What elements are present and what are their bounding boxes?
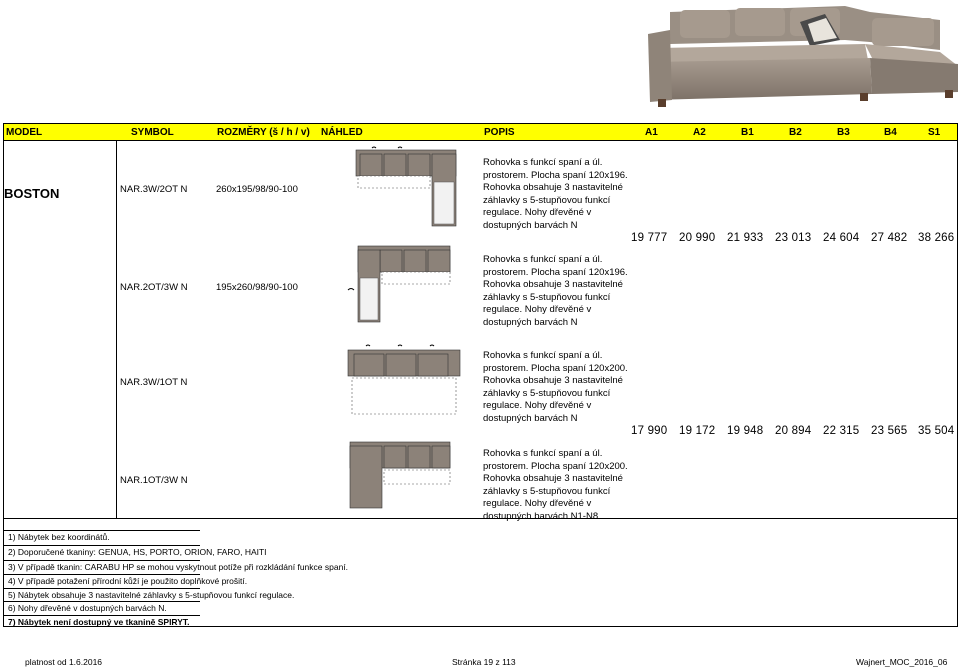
sofa-diagram-1 [352,146,462,228]
series-name: BOSTON [4,186,60,201]
col-description: POPIS [484,127,515,138]
col-s1: S1 [928,127,941,138]
footer-doc-id: Wajnert_MOC_2016_06 [856,657,948,667]
price-a2: 19 172 [679,425,716,437]
col-model: MODEL [6,127,43,138]
price-b2: 20 894 [775,425,812,437]
footer-validity: platnost od 1.6.2016 [25,657,103,667]
price-b1: 19 948 [727,425,764,437]
price-b4: 23 565 [871,425,908,437]
price-b3: 24 604 [823,232,860,244]
col-symbol: SYMBOL [131,127,174,138]
price-b4: 27 482 [871,232,908,244]
price-a1: 17 990 [631,425,668,437]
price-b3: 22 315 [823,425,860,437]
note-3: 3) V případě tkanin: CARABU HP se mohou vyskytnout potíže při rozkládání funkce spaní. [8,562,349,572]
product-table [3,141,958,519]
table-header [3,123,958,141]
col-a1: A1 [645,127,658,138]
price-b1: 21 933 [727,232,764,244]
row-2-description: Rohovka s funkcí spaní a úl. prostorem. Plocha spaní 120x196. Rohovka obsahuje 3 nastavitelné záhlavky s 5-stupňovou funkcí regulace. Nohy dřevěné v dostupných barvách N [483,254,628,328]
note-7: 7) Nábytek není dostupný ve tkanině SPIRYT. [8,617,190,627]
sofa-diagram-2 [346,242,456,326]
note-1: 1) Nábytek bez koordinátů. [8,532,110,542]
row-2-symbol: NAR.2OT/3W N [120,282,188,293]
row-2-dims: 195x260/98/90-100 [216,282,298,293]
col-preview: NÁHLED [321,127,363,138]
footer-page: Stránka 19 z 113 [452,657,516,667]
row-3-symbol: NAR.3W/1OT N [120,377,188,388]
row-1-description: Rohovka s funkcí spaní a úl. prostorem. Plocha spaní 120x196. Rohovka obsahuje 3 nastavitelné záhlavky s 5-stupňovou funkcí regulace. Nohy dřevěné v dostupných barvách N [483,157,628,231]
note-6: 6) Nohy dřevěné v dostupných barvách N. [8,603,167,613]
note-4: 4) V případě potažení přírodní kůží je použito doplňkové prošití. [8,576,248,586]
row-4-description: Rohovka s funkcí spaní a úl. prostorem. Plocha spaní 120x200. Rohovka obsahuje 3 nastavitelné záhlavky s 5-stupňovou funkcí regulace. Nohy dřevěné v dostupných barvách N1-N8 [483,448,628,522]
price-a2: 20 990 [679,232,716,244]
col-dims: ROZMĚRY (š / h / v) [217,127,310,138]
sofa-photo [640,0,960,118]
price-s1: 38 266 [918,232,955,244]
col-a2: A2 [693,127,706,138]
price-s1: 35 504 [918,425,955,437]
sofa-diagram-3 [346,342,464,422]
col-b3: B3 [837,127,850,138]
row-4-symbol: NAR.1OT/3W N [120,475,188,486]
sofa-diagram-4 [346,438,458,514]
row-1-symbol: NAR.3W/2OT N [120,184,188,195]
col-b4: B4 [884,127,897,138]
note-5: 5) Nábytek obsahuje 3 nastavitelné záhlavky s 5-stupňovou funkcí regulace. [8,590,295,600]
col-b2: B2 [789,127,802,138]
notes-box [3,519,958,627]
row-1-dims: 260x195/98/90-100 [216,184,298,195]
price-a1: 19 777 [631,232,668,244]
note-2: 2) Doporučené tkaniny: GENUA, HS, PORTO, ORION, FARO, HAITI [8,547,267,557]
price-b2: 23 013 [775,232,812,244]
row-3-description: Rohovka s funkcí spaní a úl. prostorem. Plocha spaní 120x200. Rohovka obsahuje 3 nastavitelné záhlavky s 5-stupňovou funkcí regulace. Nohy dřevěné v dostupných barvách N [483,350,628,424]
col-b1: B1 [741,127,754,138]
